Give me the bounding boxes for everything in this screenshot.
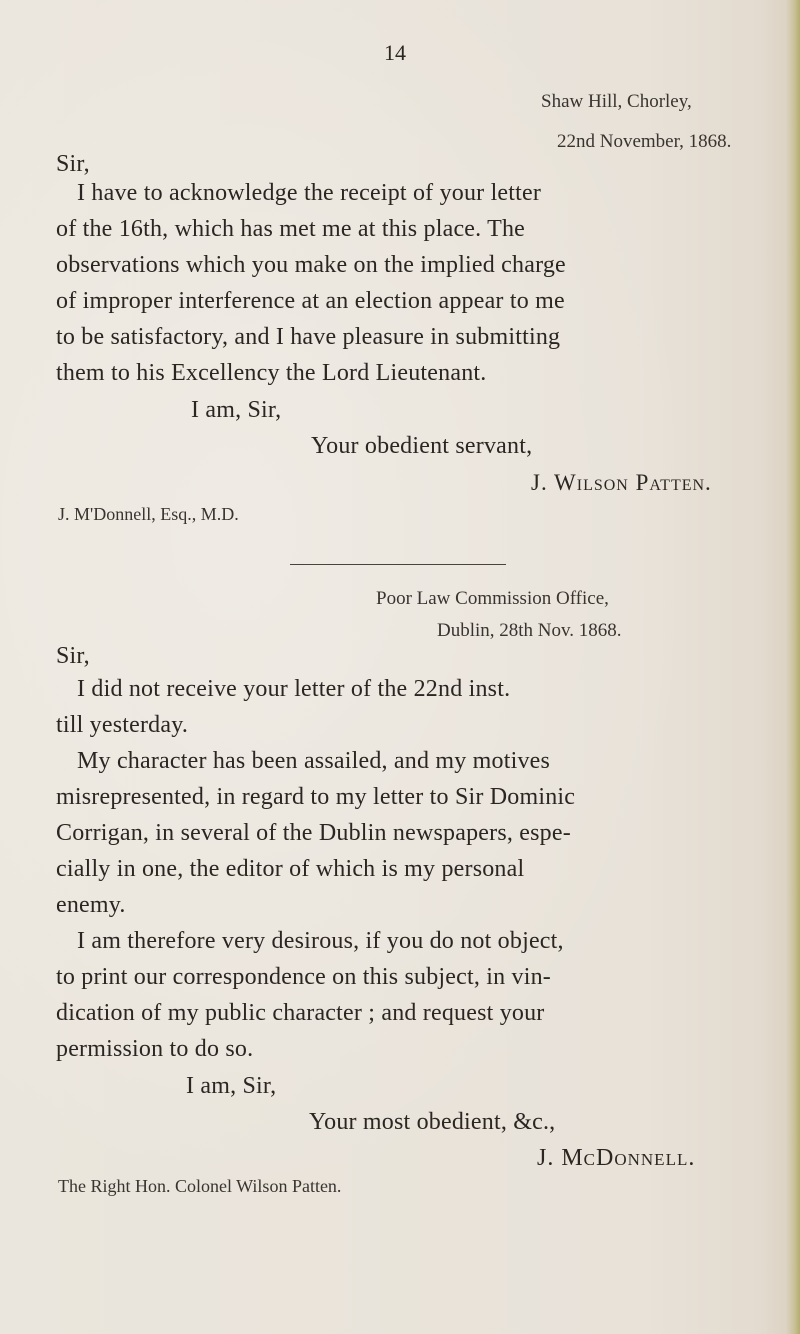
letter2-body-line: permission to do so. <box>56 1036 254 1062</box>
letter2-body-line: cially in one, the editor of which is my personal <box>56 856 525 882</box>
letter1-salutation: Sir, <box>56 151 90 177</box>
letter2-address-line1: Poor Law Commission Office, <box>376 588 609 609</box>
letter2-body-line: dication of my public character ; and request your <box>56 1000 545 1026</box>
letter2-address-line2: Dublin, 28th Nov. 1868. <box>437 620 622 641</box>
letter1-body-line: of improper interference at an election appear to me <box>56 288 565 314</box>
letter2-salutation: Sir, <box>56 643 90 669</box>
letter1-address-line1: Shaw Hill, Chorley, <box>541 91 692 112</box>
letter1-signature: J. Wilson Patten. <box>531 470 712 495</box>
letter1-addressee: J. M'Donnell, Esq., M.D. <box>58 504 239 524</box>
page-edge <box>786 0 800 1334</box>
letter2-addressee: The Right Hon. Colonel Wilson Patten. <box>58 1176 342 1196</box>
letter2-closing-line2: Your most obedient, &c., <box>309 1109 556 1135</box>
letter1-body-line: observations which you make on the implied charge <box>56 252 566 278</box>
letter2-body-line: enemy. <box>56 892 126 918</box>
letter1-closing-line1: I am, Sir, <box>191 397 282 423</box>
letter2-closing-line1: I am, Sir, <box>186 1073 277 1099</box>
letter1-body-line: them to his Excellency the Lord Lieutenant. <box>56 360 487 386</box>
letter2-body-line: My character has been assailed, and my motives <box>77 748 551 774</box>
letter2-body-line: till yesterday. <box>56 712 189 738</box>
letter1-body-line: of the 16th, which has met me at this place. The <box>56 216 526 242</box>
letter1-body-line: I have to acknowledge the receipt of your letter <box>77 180 542 206</box>
letter2-signature: J. McDonnell. <box>537 1145 696 1171</box>
letter2-body-line: Corrigan, in several of the Dublin newspapers, espe- <box>56 820 571 846</box>
letter2-body-line: I am therefore very desirous, if you do not object, <box>77 928 564 954</box>
letter2-body-line: misrepresented, in regard to my letter to Sir Dominic <box>56 784 576 810</box>
separator-rule <box>290 564 506 565</box>
letter1-closing-line2: Your obedient servant, <box>311 433 533 459</box>
letter2-body-line: I did not receive your letter of the 22nd inst. <box>77 676 511 702</box>
page-number: 14 <box>384 40 406 65</box>
letter1-body-line: to be satisfactory, and I have pleasure in submitting <box>56 324 561 350</box>
letter2-body-line: to print our correspondence on this subject, in vin- <box>56 964 551 990</box>
letter1-address-line2: 22nd November, 1868. <box>557 131 732 152</box>
